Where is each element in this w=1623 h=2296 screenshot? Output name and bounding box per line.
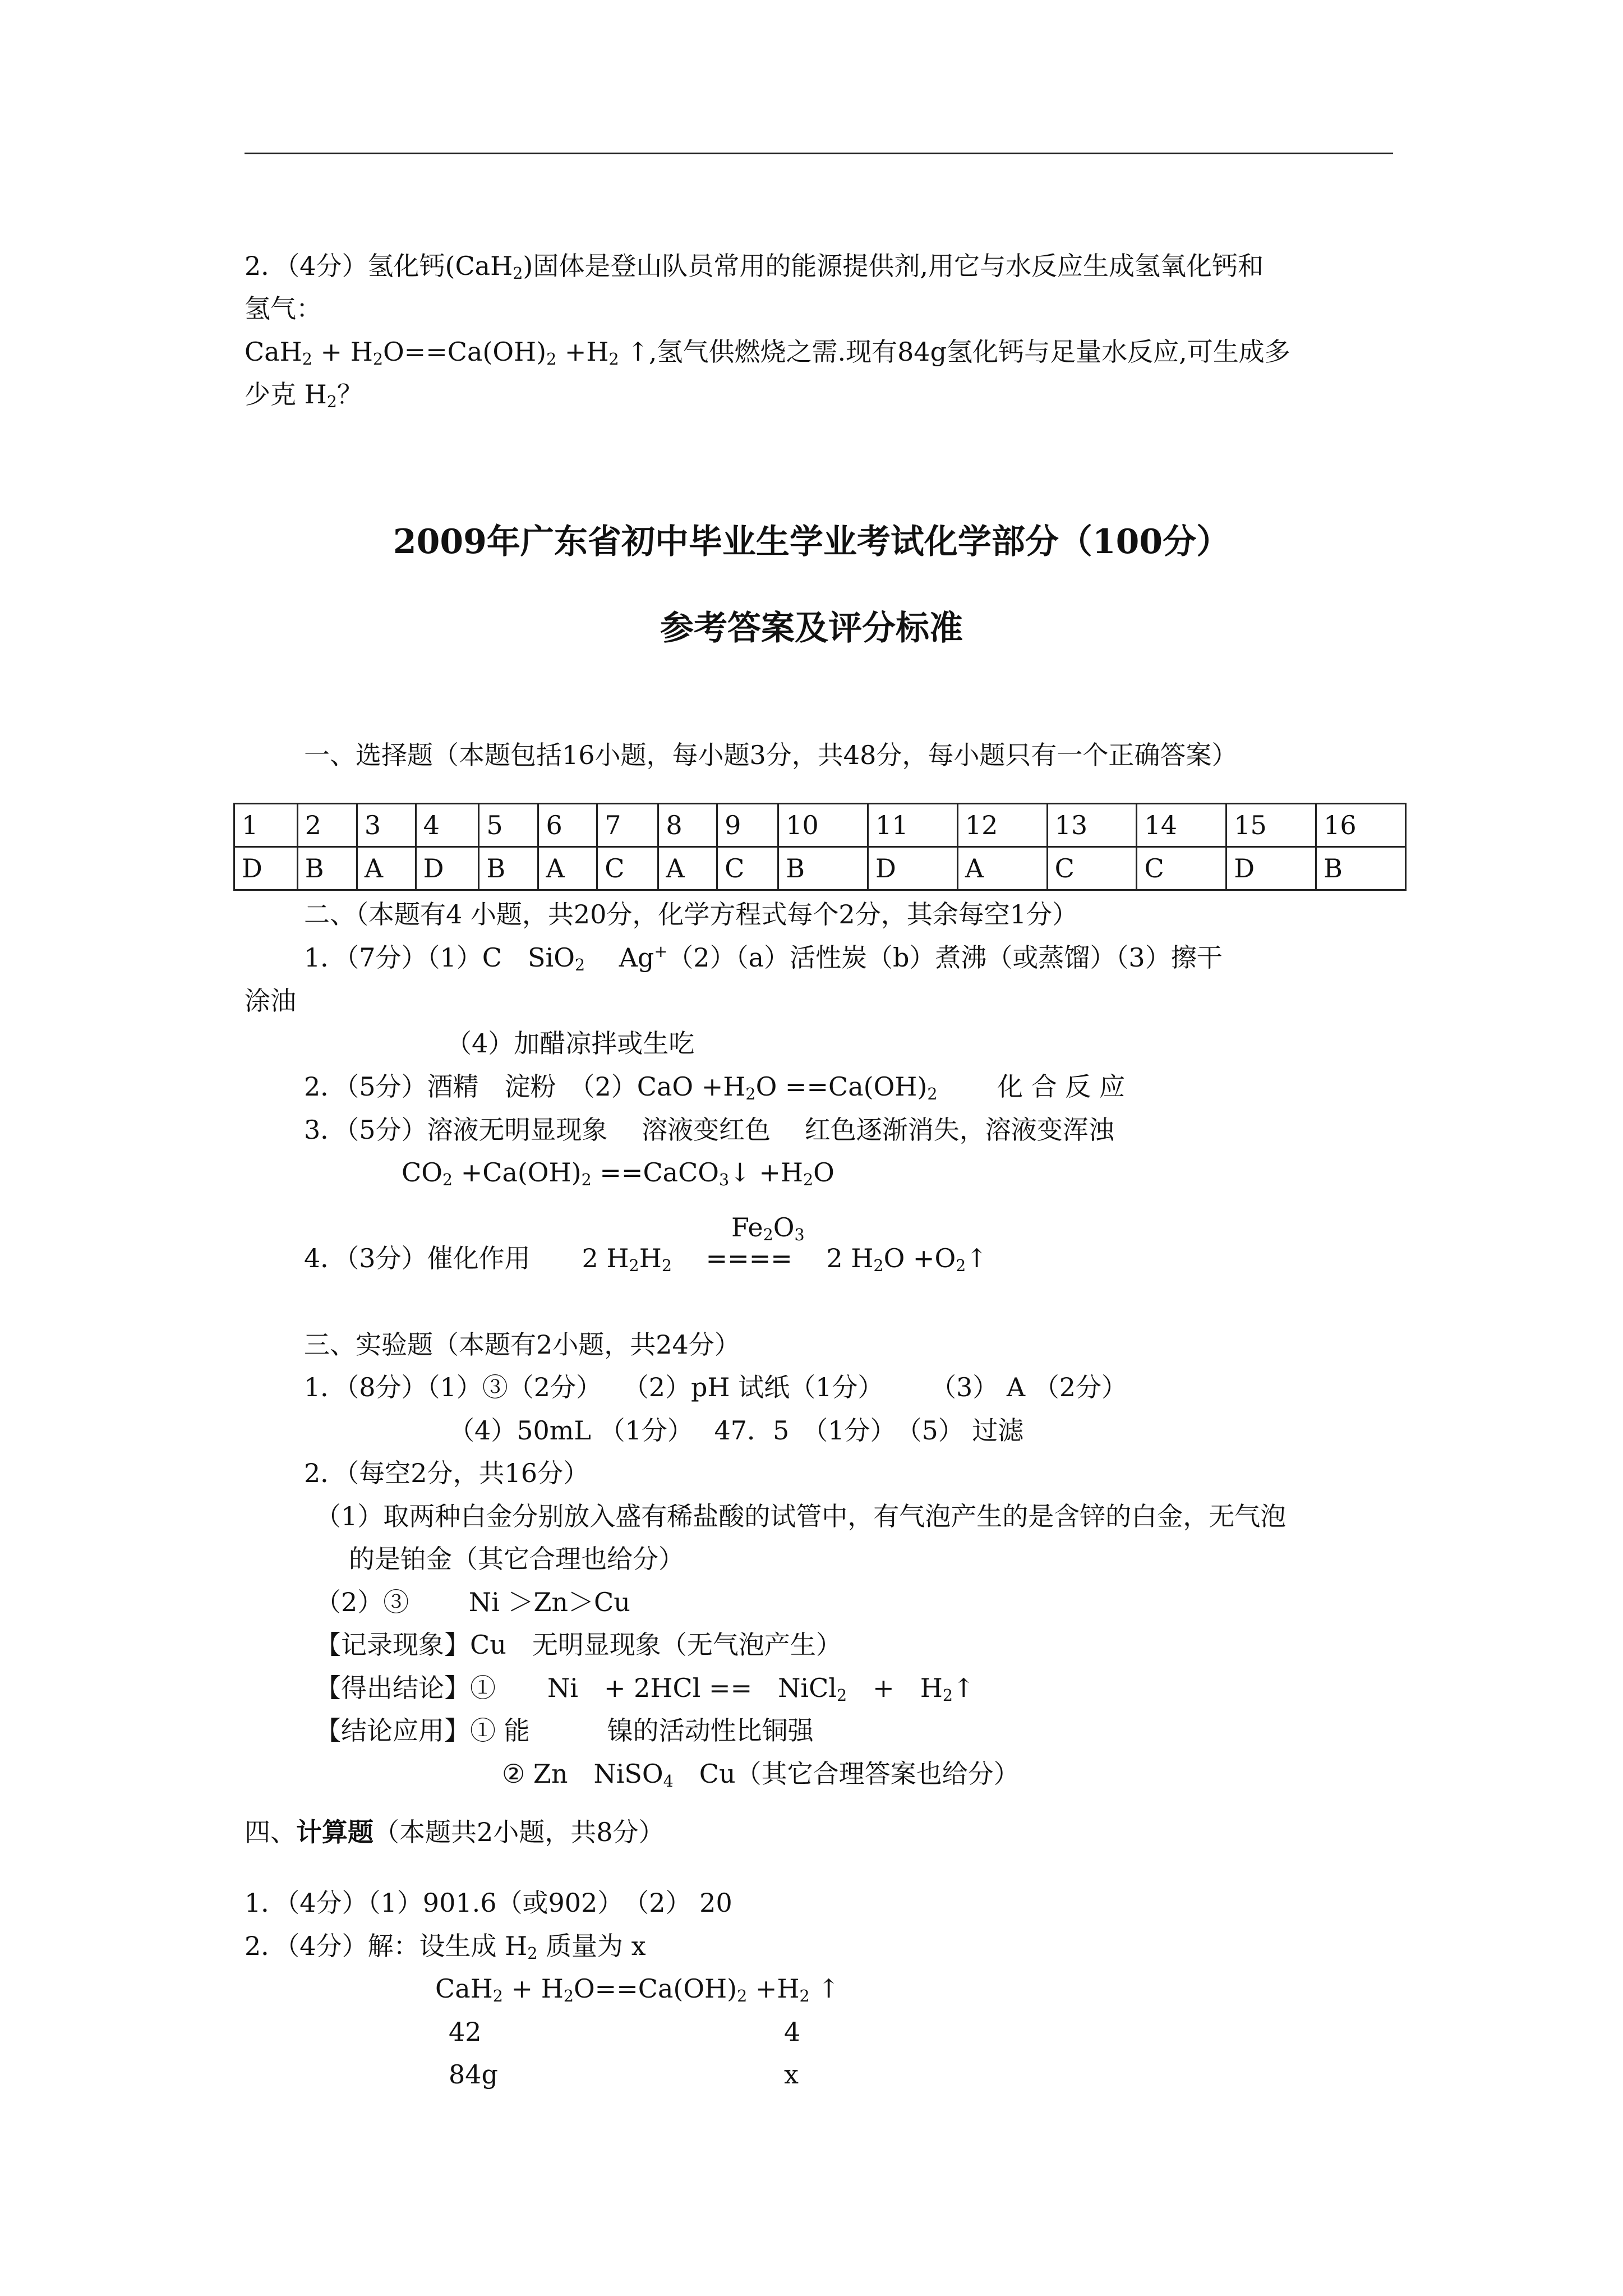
q2-prev-line1: 2．（4分）氢化钙(CaH$_2$)固体是登山队员常用的能源提供剂,用它与水反应生成氢氧化钙和 [245,251,1264,283]
sec4-q2: 2．（4分）解：设生成 $H_2$ 质量为 x [245,1931,646,1963]
answer-number: 13 [1047,804,1137,847]
answer-number: 15 [1227,804,1316,847]
answer-letter: C [1137,847,1227,890]
answer-letter: A [658,847,717,890]
answer-letter: A [357,847,416,890]
answer-letter: B [778,847,868,890]
answer-number: 8 [658,804,717,847]
sec3-q1-line1: 1．（8分）（1）③（2分） （2）pH 试纸（1分） （3） A （2分） [304,1372,1128,1402]
sec3-heading: 三、实验题（本题有2小题，共24分） [304,1329,740,1360]
sec2-q3: 3．（5分）溶液无明显现象 溶液变红色 红色逐渐消失，溶液变浑浊 [304,1115,1114,1145]
answer-table [233,803,1407,891]
sec3-q2-part1-line1: （1）取两种白金分别放入盛有稀盐酸的试管中，有气泡产生的是含锌的白金，无气泡 [315,1501,1287,1531]
answer-table-row-numbers [234,804,1406,847]
sec3-record: 【记录现象】Cu 无明显现象（无气泡产生） [315,1630,842,1660]
sec3-q2-part2: （2）③ Ni ＞Zn＞Cu [315,1587,630,1617]
answer-letter: B [297,847,357,890]
header-rule [245,153,1393,154]
answer-number: 16 [1316,804,1406,847]
answer-letter: A [957,847,1047,890]
sec2-q3-equation: $CO_2 +Ca(OH)_2$ ==CaCO$_3$↓ $+H_2O$ [402,1157,834,1190]
sec2-q4: 4．（3分）催化作用 2 $H_2H_2$ ==== 2 $H_2O$ $+O_2↑$ [304,1243,988,1276]
sec4-q1: 1．（4分）（1）901.6（或902） （2） 20 [245,1888,732,1918]
sec4-ratio-right-2: x [784,2059,799,2090]
sec2-q2: 2．（5分）酒精 淀粉 $(2)CaO +H_2O ==Ca(OH)_2$ 化 合 反 应 [304,1071,1125,1104]
answer-letter: D [416,847,479,890]
sec2-q1-line2: 涂油 [245,986,296,1016]
answer-number: 10 [778,804,868,847]
answer-letter: C [597,847,658,890]
sec4-equation: $CaH_2 + H_2O==Ca(OH)_2 +H_2$ ↑ [435,1973,840,2006]
q2-prev-line4: 少克 $H_2$？ [245,379,363,412]
sec3-q1-line2: （4）50mL （1分） 47．5 （1分） （5） 过滤 [449,1415,1024,1446]
answer-letter: D [1227,847,1316,890]
sec2-q4-catalyst: $Fe_2O_3$ [731,1212,805,1245]
answer-number: 2 [297,804,357,847]
sec4-ratio-left-2: 84g [449,2059,498,2090]
sec3-q2-heading: 2．（每空2分，共16分） [304,1458,589,1488]
page-subtitle: 参考答案及评分标准 [660,609,963,648]
page-title: 2009年广东省初中毕业生学业考试化学部分（100分） [393,522,1230,562]
sec2-q1-line3: （4）加醋凉拌或生吃 [446,1028,695,1059]
answer-letter: D [234,847,298,890]
answer-letter: B [479,847,538,890]
answer-number: 11 [868,804,958,847]
answer-letter: A [538,847,597,890]
sec3-q2-part1-line2: 的是铂金（其它合理也给分） [349,1544,684,1574]
answer-letter: B [1316,847,1406,890]
sec1-heading: 一、选择题（本题包括16小题，每小题3分，共48分，每小题只有一个正确答案） [304,740,1238,770]
answer-number: 3 [357,804,416,847]
sec2-q1: 1．（7分）（1）C SiO$_2$ Ag+（2）（a）活性炭（b）煮沸（或蒸馏）（3）擦干 [304,942,1223,975]
q2-prev-line3: $CaH_2 + H_2O==Ca(OH)_2 +H_2$ ↑,氢气供燃烧之需.现有84g氢化钙与足量水反应,可生成多 [245,337,1290,369]
sec3-application-1: 【结论应用】① 能 镍的活动性比铜强 [315,1715,814,1746]
sec4-ratio-right-1: 4 [784,2017,801,2047]
answer-number: 12 [957,804,1047,847]
sec4-ratio-left-1: 42 [449,2017,482,2047]
answer-number: 9 [717,804,778,847]
answer-number: 4 [416,804,479,847]
answer-letter: C [1047,847,1137,890]
answer-number: 1 [234,804,298,847]
answer-letter: D [868,847,958,890]
answer-letter: C [717,847,778,890]
answer-table-row-answers [234,847,1406,890]
sec4-heading: 四、计算题（本题共2小题，共8分） [245,1817,665,1847]
answer-number: 14 [1137,804,1227,847]
answer-number: 5 [479,804,538,847]
answer-number: 7 [597,804,658,847]
answer-number: 6 [538,804,597,847]
q2-prev-line2: 氢气： [245,293,322,324]
sec2-heading: 二、（本题有4 小题，共20分，化学方程式每个2分，其余每空1分） [304,899,1078,930]
sec3-conclusion: 【得出结论】① Ni + 2HCl == NiCl$_2$ + $H_2↑$ [315,1673,975,1705]
sec3-application-2: ② Zn NiSO$_4$ Cu（其它合理答案也给分） [502,1759,1020,1791]
